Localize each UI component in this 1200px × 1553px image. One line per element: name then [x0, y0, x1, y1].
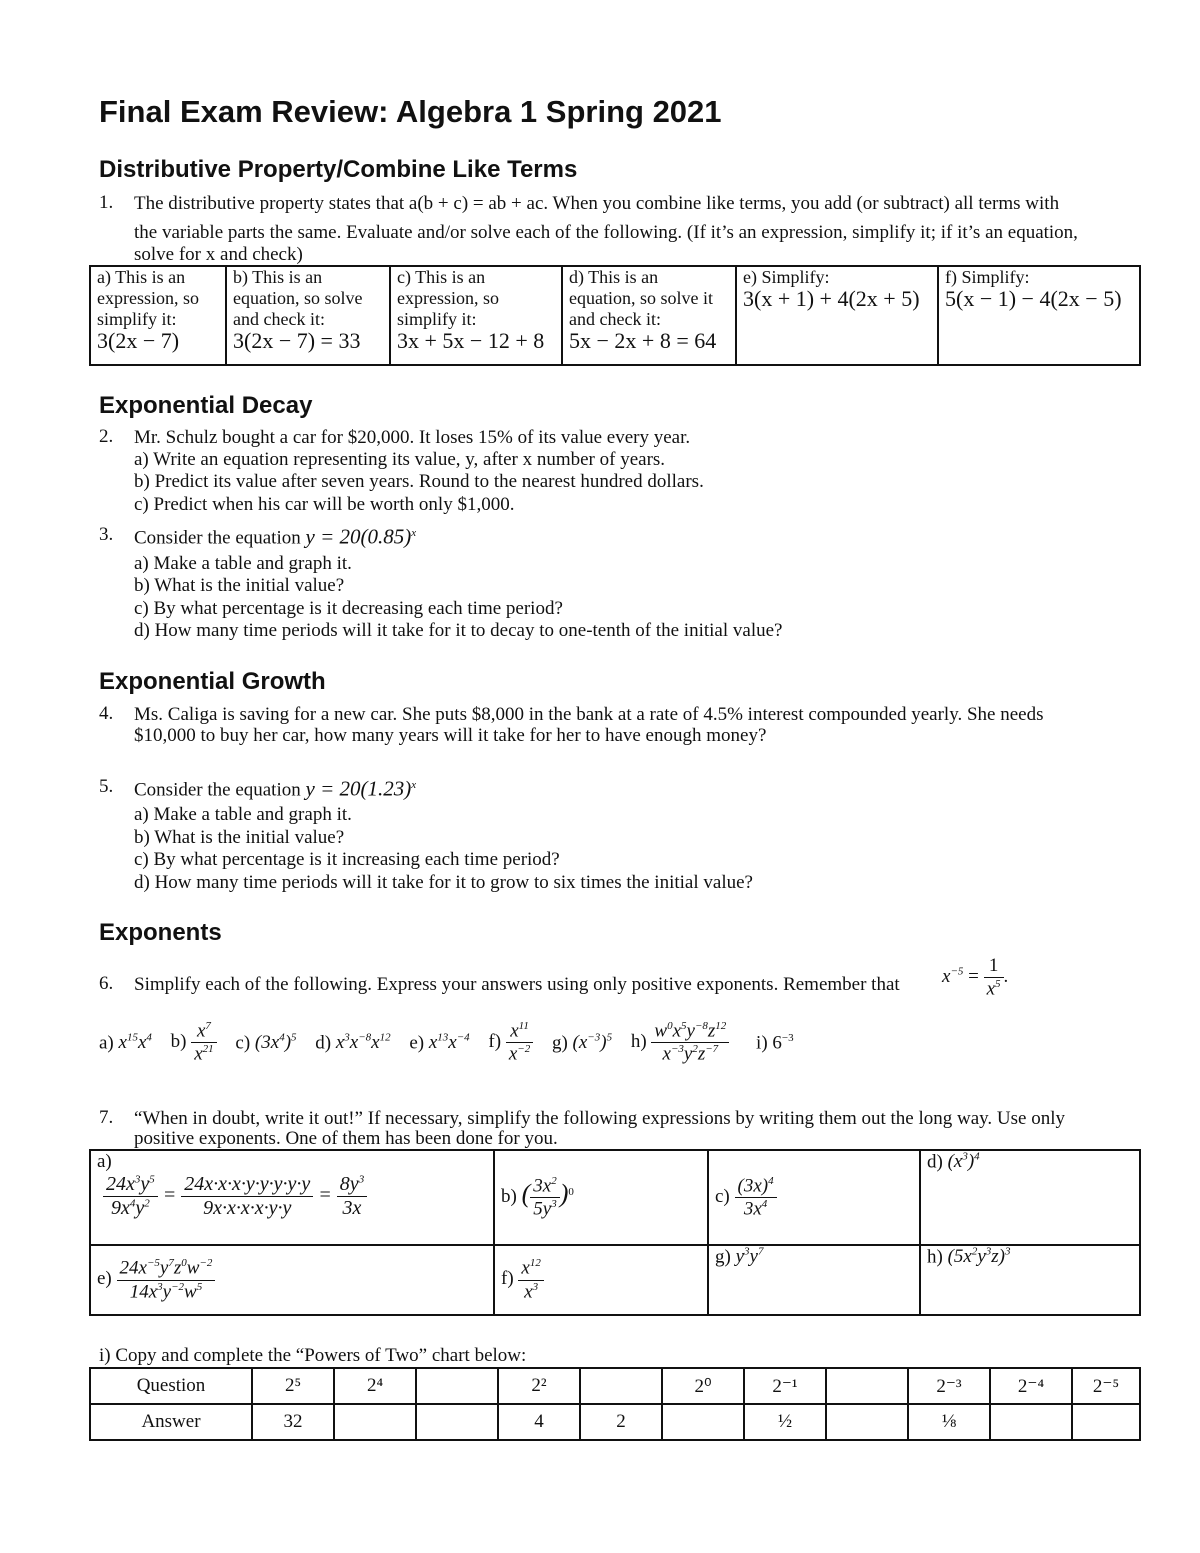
question-text: the variable parts the same. Evaluate and/or solve each of the following. (If it’s an expression, simplify it; if it’s an equation,: [134, 222, 1078, 243]
question-part: d) How many time periods will it take for it to grow to six times the initial value?: [134, 872, 753, 893]
answer-cell: [416, 1404, 498, 1440]
question-number: 2.: [99, 426, 114, 447]
cell-label: d): [927, 1151, 943, 1173]
cell-label: d) This is an equation, so solve it and check it:: [569, 267, 713, 329]
item-label: g): [551, 1031, 568, 1053]
question-cell: 2⁻⁵: [1072, 1368, 1140, 1404]
table-cell-f: f) $\frac{x^{12}}{x^3}$: [494, 1245, 708, 1315]
question-text: [134, 522, 416, 549]
powers-answer-row: [90, 1404, 1140, 1440]
equation-exponent: x: [411, 527, 417, 539]
question-text: Ms. Caliga is saving for a new car. She puts $8,000 in the bank at a rate of 4.5% interest compounded yearly. She needs: [134, 704, 1044, 725]
table-cell-a: [90, 1150, 494, 1245]
cell-label: b) This is an equation, so solve and check it:: [233, 267, 363, 329]
table-cell: [938, 266, 1140, 365]
item-label: b): [170, 1031, 187, 1053]
table-cell-d: d) $(x^3)^4$: [920, 1150, 1140, 1245]
rule-base: x: [942, 966, 951, 988]
cell-label: e) Simplify:: [743, 267, 830, 287]
question-cell: 2²: [498, 1368, 580, 1404]
question-part: c) By what percentage is it increasing each time period?: [134, 849, 560, 870]
answer-cell: [1072, 1404, 1140, 1440]
worked-example: $\frac{24x^3y^5}{9x^4y^2}$ = $\frac{24x\cdot x\cdot x\cdot y\cdot y\cdot y\cdot y\cdot y}{9x\cdot x\cdot x\cdot x\cdot y\cdot y}$ = $\frac{8y^3}{3x}$: [103, 1173, 487, 1220]
question-number: 5.: [99, 776, 114, 797]
item-label: e): [409, 1031, 425, 1053]
cell-label: f): [501, 1268, 514, 1290]
q6-item-e: e) $x^{13}x^{-4}$: [409, 1031, 470, 1053]
q6-item-g: g) $(x^{-3})^5$: [551, 1031, 613, 1053]
question-cell: [580, 1368, 662, 1404]
equation: y = 20(1.23): [305, 776, 412, 801]
question-text: The distributive property states that a(b + c) = ab + ac. When you combine like terms, you add (or subtract) all terms with: [134, 193, 1060, 214]
question-number: 7.: [99, 1107, 114, 1128]
cell-label: g): [715, 1246, 731, 1268]
answer-cell: [334, 1404, 416, 1440]
cell-expression: 3(x + 1) + 4(2x + 5): [743, 286, 920, 311]
question-text: Mr. Schulz bought a car for $20,000. It loses 15% of its value every year.: [134, 427, 691, 448]
q6-item-d: d) $x^3x^{-8}x^{12}$: [315, 1031, 391, 1053]
powers-title: i) Copy and complete the “Powers of Two” chart below:: [99, 1345, 527, 1366]
section-heading-exponents: Exponents: [99, 919, 222, 946]
question-cell: [416, 1368, 498, 1404]
q6-item-i: i) $6^{-3}$: [756, 1031, 794, 1053]
question-part: b) Predict its value after seven years. Round to the nearest hundred dollars.: [134, 471, 704, 492]
item-label: a): [99, 1031, 114, 1053]
cell-label: a): [97, 1151, 112, 1172]
answer-cell: 32: [252, 1404, 334, 1440]
table-cell-b: b) ( $\frac{3x^2}{5y^3}$ )$^0$: [494, 1150, 708, 1245]
table-cell-c: c) $\frac{(3x)^4}{3x^4}$: [708, 1150, 920, 1245]
question-text: solve for x and check): [134, 244, 303, 265]
row-header: Question: [90, 1368, 252, 1404]
question-text: Simplify each of the following. Express your answers using only positive exponents. Remember that: [134, 974, 900, 995]
cell-expression: 3(2x − 7) = 33: [233, 328, 361, 353]
table-cell: [226, 266, 390, 365]
page-title: Final Exam Review: Algebra 1 Spring 2021: [99, 94, 722, 129]
cell-label: a) This is an expression, so simplify it:: [97, 267, 199, 329]
q6-items: [99, 1020, 794, 1066]
write-it-out-table: [89, 1149, 1141, 1316]
cell-expression: 5(x − 1) − 4(2x − 5): [945, 286, 1122, 311]
question-cell: 2⁴: [334, 1368, 416, 1404]
answer-cell: [662, 1404, 744, 1440]
question-part: a) Make a table and graph it.: [134, 553, 352, 574]
answer-cell: [826, 1404, 908, 1440]
equation-exponent: x: [411, 779, 417, 791]
answer-cell: ½: [744, 1404, 826, 1440]
rule-denominator: x: [986, 978, 996, 1000]
cell-label: b): [501, 1185, 517, 1207]
rule-fraction: [984, 955, 1004, 1000]
cell-label: f) Simplify:: [945, 267, 1030, 287]
question-part: c) Predict when his car will be worth only $1,000.: [134, 494, 515, 515]
powers-of-two-table: [89, 1367, 1141, 1441]
cell-label: e): [97, 1268, 112, 1290]
question-cell: 2⁻¹: [744, 1368, 826, 1404]
cell-expression: 5x − 2x + 8 = 64: [569, 328, 717, 353]
section-heading-growth: Exponential Growth: [99, 668, 326, 695]
cell-label: c) This is an expression, so simplify it:: [397, 267, 499, 329]
table-cell-e: e) $\frac{24x^{-5}y^7z^0w^{-2}}{14x^3y^{-2}w^5}$: [90, 1245, 494, 1315]
distributive-table: [89, 265, 1141, 366]
powers-question-row: [90, 1368, 1140, 1404]
question-text-label: Consider the equation: [134, 779, 301, 801]
rule-denominator-exponent: 5: [995, 978, 1001, 990]
question-cell: 2⁻⁴: [990, 1368, 1072, 1404]
cell-expression: 3(2x − 7): [97, 328, 180, 353]
q6-item-a: a) $x^{15}x^4$: [99, 1031, 152, 1053]
table-cell: [90, 266, 226, 365]
rule-numerator: 1: [984, 955, 1004, 978]
question-part: c) By what percentage is it decreasing each time period?: [134, 598, 563, 619]
question-text: “When in doubt, write it out!” If necessary, simplify the following expressions by writing them out the long way. Use only: [134, 1108, 1065, 1129]
question-part: b) What is the initial value?: [134, 827, 345, 848]
question-text: $10,000 to buy her car, how many years will it take for her to have enough money?: [134, 725, 767, 746]
row-header: Answer: [90, 1404, 252, 1440]
question-part: d) How many time periods will it take for it to decay to one-tenth of the initial value?: [134, 620, 783, 641]
q6-item-f: f) $\frac{x^{11}}{x^{-2}}$: [488, 1020, 533, 1066]
question-cell: 2⁵: [252, 1368, 334, 1404]
question-cell: 2⁻³: [908, 1368, 990, 1404]
answer-cell: 2: [580, 1404, 662, 1440]
cell-label: c): [715, 1185, 730, 1207]
answer-cell: ⅛: [908, 1404, 990, 1440]
question-cell: 2⁰: [662, 1368, 744, 1404]
section-heading-decay: Exponential Decay: [99, 392, 313, 419]
answer-cell: 4: [498, 1404, 580, 1440]
question-cell: [826, 1368, 908, 1404]
cell-expression: 3x + 5x − 12 + 8: [397, 328, 545, 353]
equation: y = 20(0.85): [305, 524, 412, 549]
item-label: h): [630, 1031, 647, 1053]
exponent-rule: $x^{-5}$ = $\frac{1}{x^5}$ .: [942, 955, 1009, 1000]
table-cell: [390, 266, 562, 365]
question-part: a) Make a table and graph it.: [134, 804, 352, 825]
item-label: c): [235, 1031, 251, 1053]
question-number: 4.: [99, 703, 114, 724]
table-cell: [736, 266, 938, 365]
q6-item-h: h) $\frac{w^0x^5y^{-8}z^{12}}{x^{-3}y^2z^{-7}}$: [631, 1020, 729, 1066]
answer-cell: [990, 1404, 1072, 1440]
question-text: positive exponents. One of them has been done for you.: [134, 1128, 558, 1149]
question-part: b) What is the initial value?: [134, 575, 345, 596]
table-cell-g: g) $y^3y^7$: [708, 1245, 920, 1315]
question-text-label: Consider the equation: [134, 527, 301, 549]
question-number: 3.: [99, 524, 114, 545]
q6-item-c: c) $(3x^4)^5$: [235, 1031, 297, 1053]
item-label: i) 6: [756, 1031, 782, 1053]
item-label: d): [315, 1031, 332, 1053]
cell-label: h): [927, 1246, 943, 1268]
rule-exponent: −5: [950, 965, 964, 978]
question-number: 1.: [99, 192, 114, 213]
item-label: f): [488, 1031, 502, 1053]
question-text: [134, 774, 416, 801]
question-part: a) Write an equation representing its value, y, after x number of years.: [134, 449, 666, 470]
q6-item-b: b) $\frac{x^7}{x^{21}}$: [171, 1020, 217, 1066]
table-cell: [562, 266, 736, 365]
section-heading-distributive: Distributive Property/Combine Like Terms: [99, 156, 578, 183]
table-cell-h: h) $(5x^2y^3z)^3$: [920, 1245, 1140, 1315]
question-number: 6.: [99, 973, 114, 994]
